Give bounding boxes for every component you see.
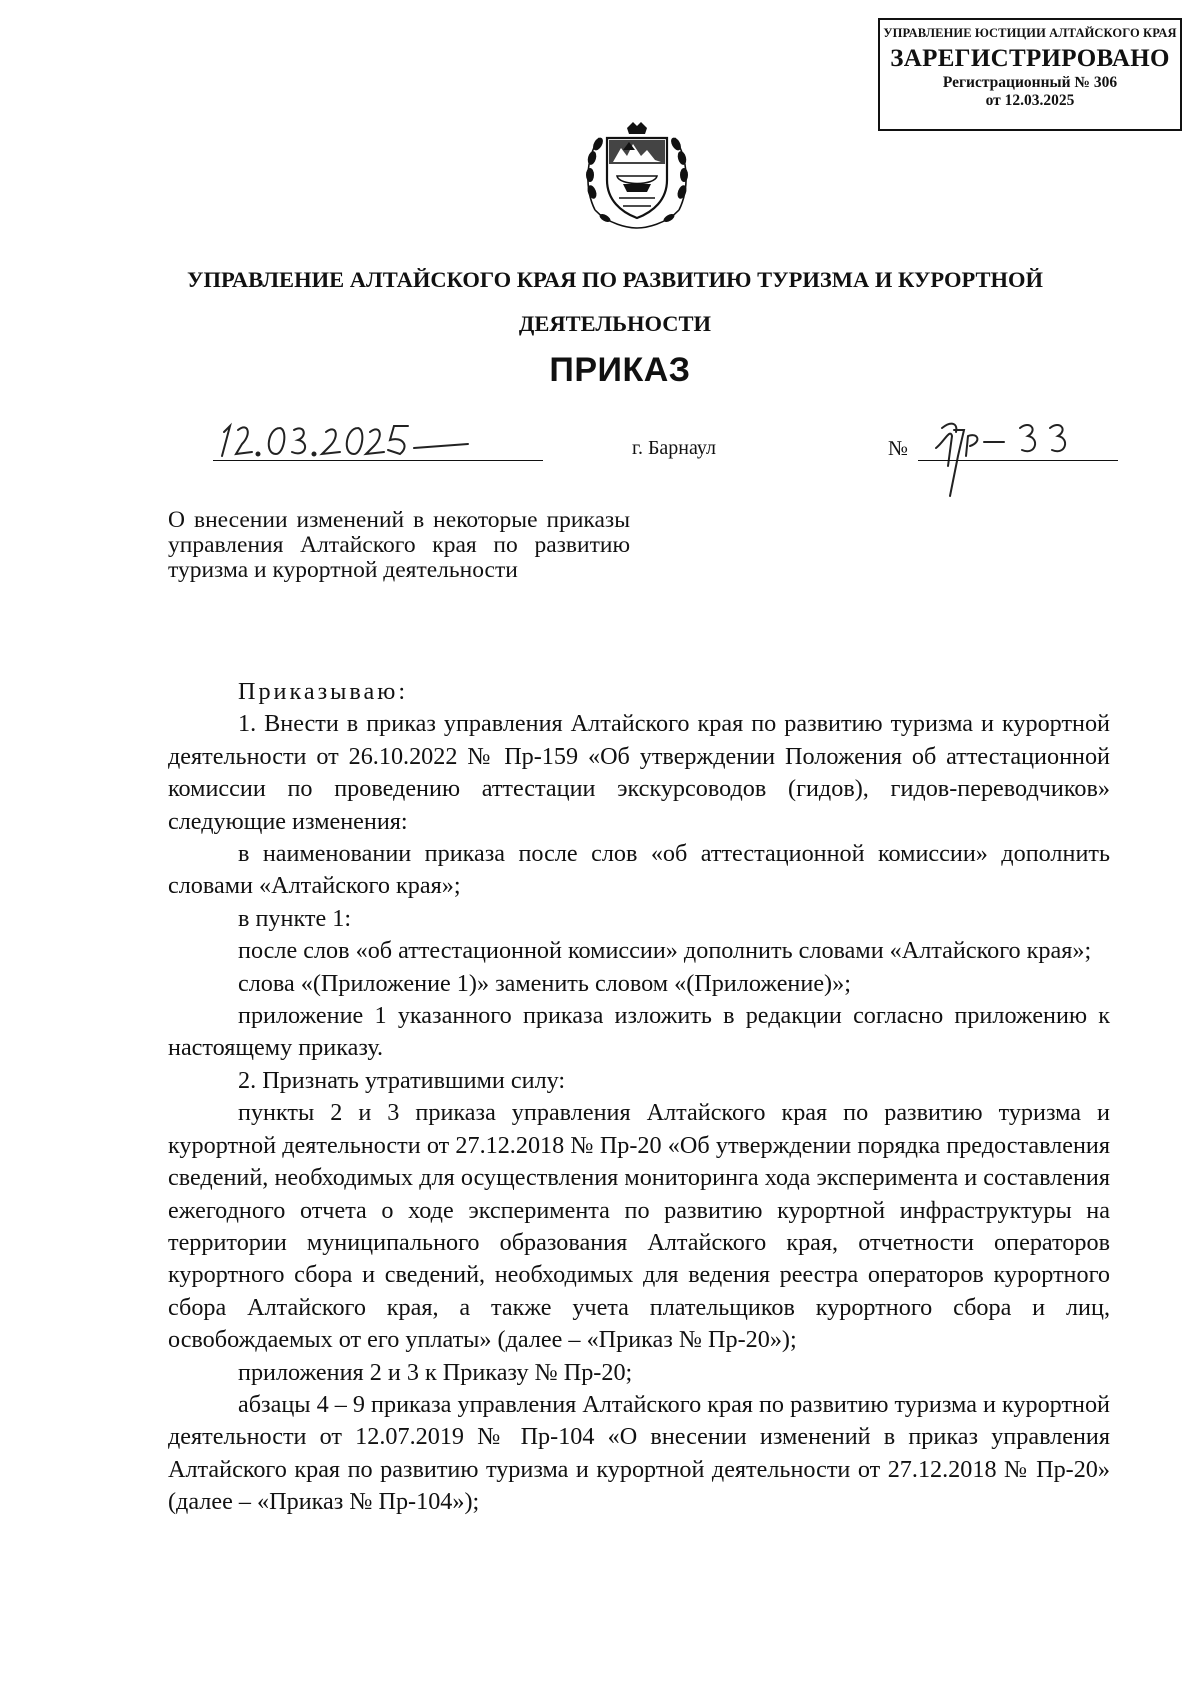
stamp-org: УПРАВЛЕНИЕ ЮСТИЦИИ АЛТАЙСКОГО КРАЯ (883, 26, 1177, 40)
stamp-status: ЗАРЕГИСТРИРОВАНО (890, 45, 1170, 72)
city-label: г. Барнаул (632, 437, 716, 459)
paragraph-1: 1. Внести в приказ управления Алтайского края по развитию туризма и курортной деятельности от 26.10.2022 № Пр-159 «Об утверждении Положения об аттестационной комиссии по проведению аттестации экскурсоводов (гидов), гидов-переводчиков» следующие изменения: (168, 710, 1110, 835)
coat-of-arms-icon (583, 120, 691, 232)
paragraph-9: приложения 2 и 3 к Приказу № Пр-20; (238, 1358, 633, 1386)
stamp-reg-number: Регистрационный № 306 (942, 74, 1118, 91)
number-sign: № (888, 436, 909, 460)
paragraph-7: 2. Признать утратившими силу: (238, 1066, 566, 1094)
registration-stamp (878, 18, 1182, 131)
paragraph-4: после слов «об аттестационной комиссии» дополнить словами «Алтайского края»; (238, 937, 1092, 965)
handwritten-date-signature (218, 418, 478, 470)
organization-title: УПРАВЛЕНИЕ АЛТАЙСКОГО КРАЯ ПО РАЗВИТИЮ ТУРИЗМА И КУРОРТНОЙ ДЕЯТЕЛЬНОСТИ (187, 267, 1043, 336)
paragraph-6: приложение 1 указанного приказа изложить в редакции согласно приложению к настоящему приказу. (168, 1002, 1110, 1062)
paragraph-5: слова «(Приложение 1)» заменить словом «(Приложение)»; (238, 969, 851, 997)
document-type-title: ПРИКАЗ (549, 351, 691, 389)
number-underline (918, 460, 1118, 461)
paragraph-2: в наименовании приказа после слов «об аттестационной комиссии» дополнить словами «Алтайского края»; (168, 840, 1110, 900)
handwritten-number-signature (928, 416, 1103, 498)
paragraph-3: в пункте 1: (238, 904, 352, 932)
paragraph-8: пункты 2 и 3 приказа управления Алтайского края по развитию туризма и курортной деятельности от 27.12.2018 № Пр-20 «Об утверждении порядка предоставления сведений, необходимых для осуществления мониторинга хода эксперимента и составления ежегодного отчета о ходе эксперимента по развитию курортной инфраструктуры на территории муниципального образования Алтайского края, отчетности операторов курортного сбора и сведений, необходимых для ведения реестра операторов курортного сбора Алтайского края, а также учета плательщиков курортного сбора и лиц, освобождаемых от его уплаты» (далее – «Приказ № Пр-20»); (168, 1099, 1110, 1354)
stamp-reg-date: от 12.03.2025 (985, 92, 1075, 109)
date-underline (213, 460, 543, 461)
document-subject: О внесении изменений в некоторые приказы управления Алтайского края по развитию туризма и курортной деятельности (168, 507, 630, 583)
document-body (168, 676, 1110, 1519)
paragraph-10: абзацы 4 – 9 приказа управления Алтайского края по развитию туризма и курортной деятельности от 12.07.2019 № Пр-104 «О внесении изменений в приказ управления Алтайского края по развитию туризма и курортной деятельности от 27.12.2018 № Пр-20» (далее – «Приказ № Пр-104»); (168, 1390, 1110, 1516)
order-intro: Приказываю: (238, 678, 409, 705)
